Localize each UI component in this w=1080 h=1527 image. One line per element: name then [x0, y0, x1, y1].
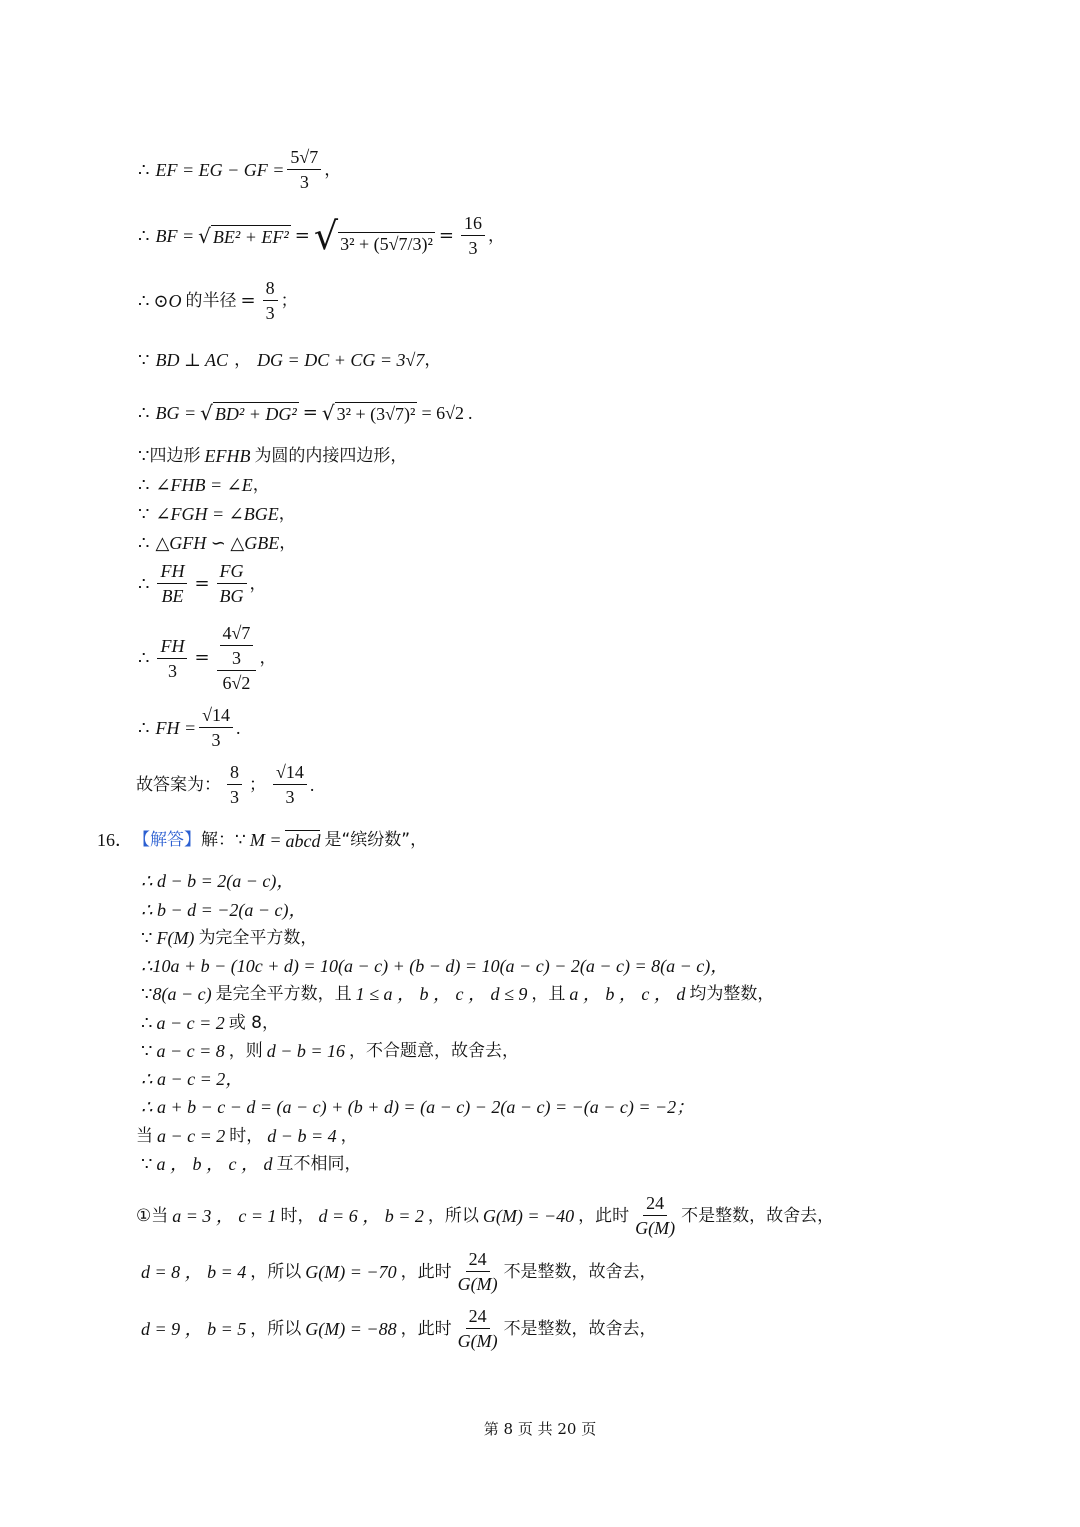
line-ratio [138, 560, 267, 607]
text: ，此时 [400, 1318, 452, 1339]
radicand: BD² + DG² [214, 404, 297, 424]
punct: ， [259, 648, 277, 668]
line-bd-perp [138, 348, 441, 372]
radicand: 3² + (5√7/3)² [340, 233, 433, 254]
numerator: 24 [643, 1192, 667, 1216]
punct: ； [249, 774, 266, 795]
formula: BG = [155, 403, 197, 423]
formula: 1 ≤ a ， b ， c ， d ≤ 9 [355, 984, 528, 1004]
numerator: 5√7 [287, 146, 321, 170]
formula: DG = DC + CG = 3√7 [257, 350, 425, 370]
formula: d − b = 16 [266, 1041, 346, 1061]
fraction [455, 1248, 501, 1295]
text: ，此时 [578, 1205, 630, 1226]
punct: ， [249, 573, 267, 594]
fraction [227, 761, 242, 808]
therefore-symbol: ∴ [138, 533, 150, 553]
fraction [273, 761, 307, 808]
punct: ， [234, 350, 252, 370]
numerator: 8 [263, 277, 278, 301]
formula: G(M) = −70 [305, 1261, 397, 1282]
line-s11 [141, 1152, 361, 1176]
denominator: 6√2 [222, 673, 251, 693]
line-angle-fhb [138, 473, 270, 497]
formula: FH = [155, 717, 197, 738]
formula: EF = EG − GF = [155, 159, 285, 180]
formula: d = 6 ， b = 2 [318, 1205, 424, 1226]
line-bf [138, 212, 505, 259]
equals: = [240, 289, 256, 311]
line-cyclic-quad [138, 444, 407, 468]
numerator: FH [157, 635, 187, 659]
denominator: 3 [167, 660, 177, 681]
equals: = [302, 402, 318, 423]
punct: ， [340, 1126, 358, 1146]
because-symbol: ∵ [141, 1154, 153, 1174]
punct: ， [252, 475, 270, 495]
punct: ， [324, 159, 342, 180]
text: 均为整数， [689, 984, 775, 1004]
formula: ∴ b − d = −2(a − c)， [141, 900, 307, 920]
question-number: 16． [97, 830, 133, 850]
numerator: √14 [273, 761, 307, 785]
line-s10 [136, 1124, 358, 1148]
denominator: BE [161, 586, 184, 606]
line-case-1c [141, 1305, 657, 1352]
line-s9 [141, 1095, 694, 1119]
therefore-symbol: ∴ [138, 475, 150, 495]
formula: a − c = 2 [156, 1013, 225, 1033]
punct: ， [424, 350, 442, 370]
formula: ∠FHB = ∠E [155, 475, 253, 495]
line-s1 [141, 869, 294, 893]
equals: = [194, 647, 210, 668]
line-case-1b [141, 1248, 657, 1295]
formula: EFHB [204, 446, 251, 466]
because-symbol: ∵ [138, 504, 150, 524]
formula: BF = [155, 225, 195, 246]
line-s4 [141, 954, 728, 978]
text: 是完全平方数，且 [215, 984, 352, 1004]
denominator: G(M) [457, 1274, 498, 1294]
sqrt: √ 3² + (5√7/3)² [313, 213, 433, 258]
formula: BD ⊥ AC [155, 350, 229, 370]
text: 或 8， [228, 1013, 279, 1033]
formula: ∴10a + b − (10c + d) = 10(a − c) + (b − d) = 10(a − c) − 2(a − c) = 8(a − c)， [141, 956, 729, 976]
fraction [263, 277, 278, 324]
line-radius [138, 277, 298, 324]
fraction [157, 560, 187, 607]
therefore-symbol: ∴ [138, 290, 150, 311]
circle-o: ⊙O [153, 290, 182, 311]
formula: d = 9 ， b = 5 [141, 1318, 247, 1339]
text: 当 [136, 1126, 153, 1146]
numerator: 8 [227, 761, 242, 785]
therefore-symbol: ∴ [138, 717, 150, 738]
text: 时， [229, 1126, 264, 1146]
text: 为完全平方数， [198, 928, 318, 948]
text: 不是整数，故舍去， [503, 1261, 657, 1282]
fraction [220, 622, 254, 669]
denominator: 3 [265, 303, 275, 323]
formula: ∴ a − c = 2， [141, 1069, 244, 1089]
text: 的半径 [185, 290, 237, 311]
line-angle-fgh [138, 502, 296, 526]
punct: ； [280, 290, 298, 311]
line-bg [138, 401, 472, 425]
formula: a = 3 ， c = 1 [172, 1205, 277, 1226]
formula: ∠FGH = ∠BGE [155, 504, 279, 524]
denominator: 3 [230, 787, 239, 807]
text: 不是整数，故舍去， [681, 1205, 835, 1226]
equals: = [438, 224, 454, 246]
result: = 6√2 [421, 403, 464, 423]
text: 四边形 [149, 446, 201, 466]
formula: M = [249, 830, 282, 850]
because-symbol: ∵ [141, 928, 153, 948]
fraction [217, 560, 247, 607]
punct: . [235, 717, 241, 738]
therefore-symbol: ∴ [138, 648, 150, 668]
formula: a − c = 8 [156, 1041, 225, 1061]
therefore-symbol: ∴ [141, 1013, 153, 1033]
line-answer [136, 761, 314, 808]
line-s2 [141, 898, 307, 922]
line-similar [138, 531, 296, 555]
fraction [632, 1192, 678, 1239]
denominator: 3 [299, 172, 309, 192]
numerator: 4√7 [220, 622, 254, 646]
numerator: 16 [461, 212, 485, 236]
text: ，且 [531, 984, 566, 1004]
text: 解：∵ [201, 830, 246, 850]
formula: △GFH ∽ △GBE [155, 533, 280, 553]
text: 为圆的内接四边形， [254, 446, 408, 466]
formula: F(M) [156, 928, 195, 948]
because-symbol: ∵ [141, 984, 153, 1004]
sqrt: √ 3² + (3√7)² [321, 401, 416, 425]
equals: = [294, 224, 310, 246]
answer-label: 故答案为： [136, 774, 221, 795]
denominator: G(M) [457, 1331, 498, 1351]
punct: . [309, 774, 315, 795]
text: ，所以 [427, 1205, 479, 1226]
line-s8 [141, 1067, 243, 1091]
therefore-symbol: ∴ [138, 403, 150, 423]
text: ，所以 [250, 1318, 302, 1339]
line-s5 [141, 982, 774, 1006]
text: 互不相同， [276, 1154, 362, 1174]
line-s3 [141, 926, 317, 950]
radicand: 3² + (3√7)² [336, 404, 416, 424]
line-ef [138, 146, 341, 193]
denominator: G(M) [635, 1218, 676, 1238]
text: 时， [280, 1205, 315, 1226]
equals: = [194, 572, 210, 594]
fraction [199, 704, 233, 751]
numerator: FH [157, 560, 187, 584]
text: ，则 [228, 1041, 263, 1061]
formula: a − c = 2 [157, 1126, 226, 1146]
fraction [287, 146, 321, 193]
text: ，此时 [400, 1261, 452, 1282]
text: 不是整数，故舍去， [503, 1318, 657, 1339]
because-symbol: ∵ [138, 446, 150, 466]
formula: a ， b ， c ， d [569, 984, 686, 1004]
inner-fraction [217, 622, 257, 671]
line-fh [138, 704, 240, 751]
overlined-number: abcd [285, 830, 321, 851]
radicand: BE² + EF² [212, 226, 289, 247]
formula: ∴ d − b = 2(a − c)， [141, 871, 295, 891]
sqrt: √ BD² + DG² [200, 401, 297, 425]
text: 是“缤纷数”， [324, 830, 428, 850]
question-16-header [97, 828, 427, 852]
denominator: BG [219, 586, 244, 606]
formula: 8(a − c) [152, 984, 212, 1004]
numerator: FG [217, 560, 247, 584]
denominator: 3 [211, 730, 221, 750]
numerator: 24 [466, 1248, 490, 1272]
fraction [461, 212, 485, 259]
punct: ， [278, 504, 296, 524]
therefore-symbol: ∴ [138, 225, 150, 246]
punct: ， [279, 533, 297, 553]
numerator: √14 [199, 704, 233, 728]
line-s6 [141, 1011, 279, 1035]
because-symbol: ∵ [141, 1041, 153, 1061]
fraction [157, 635, 187, 682]
text: ，所以 [250, 1261, 302, 1282]
formula: G(M) = −40 [482, 1205, 575, 1226]
compound-fraction [217, 622, 257, 694]
denominator: 3 [468, 238, 478, 258]
formula: G(M) = −88 [305, 1318, 397, 1339]
denominator: 3 [231, 648, 241, 668]
page-footer: 第 8 页 共 20 页 [483, 1420, 597, 1438]
formula: a ， b ， c ， d [156, 1154, 273, 1174]
denominator: 3 [285, 787, 295, 807]
formula: d − b = 4 [267, 1126, 337, 1146]
numerator: 24 [466, 1305, 490, 1329]
punct: ， [487, 225, 505, 246]
fraction [455, 1305, 501, 1352]
text: ①当 [136, 1205, 169, 1226]
line-case-1 [136, 1192, 834, 1239]
formula: d = 8 ， b = 4 [141, 1261, 247, 1282]
therefore-symbol: ∴ [138, 159, 150, 180]
line-s7 [141, 1039, 519, 1063]
therefore-symbol: ∴ [138, 573, 150, 594]
formula: ∴ a + b − c − d = (a − c) + (b + d) = (a − c) − 2(a − c) = −(a − c) = −2； [141, 1097, 695, 1117]
sqrt: √ BE² + EF² [198, 223, 289, 248]
line-ratio-values [138, 622, 276, 694]
punct: . [467, 403, 473, 423]
because-symbol: ∵ [138, 350, 150, 370]
text: ，不合题意，故舍去， [349, 1041, 520, 1061]
answer-tag: 【解答】 [133, 830, 201, 850]
